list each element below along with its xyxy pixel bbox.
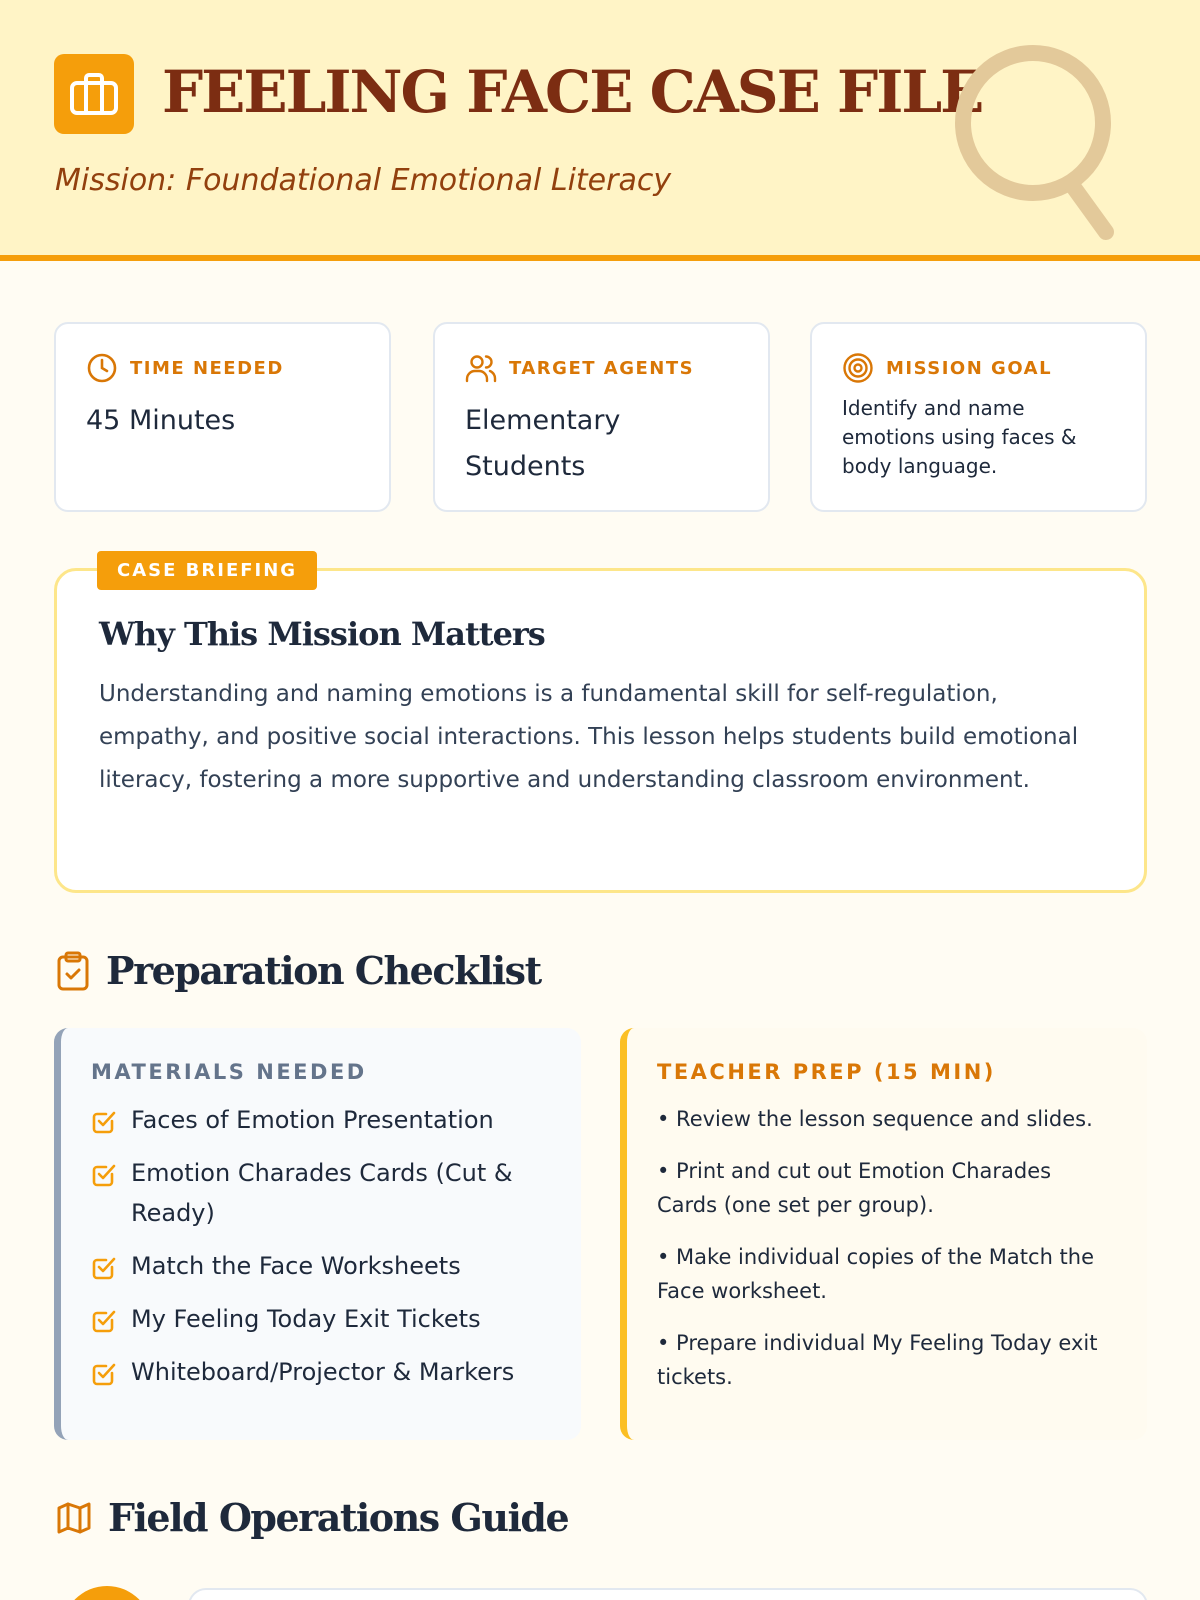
magnifying-glass-icon <box>946 40 1126 250</box>
target-icon <box>842 352 874 384</box>
map-icon <box>56 1501 92 1535</box>
section-title-checklist <box>56 948 541 993</box>
list-item-text: My Feeling Today Exit Tickets <box>131 1305 481 1333</box>
card-label <box>86 352 359 384</box>
teacher-prep-panel <box>620 1028 1147 1440</box>
materials-heading: MATERIALS NEEDED <box>91 1060 367 1084</box>
card-label <box>842 352 1115 384</box>
info-card-goal <box>810 322 1147 512</box>
card-label <box>465 352 738 384</box>
page-header <box>0 0 1200 261</box>
card-value: Identify and name emotions using faces & body language. <box>842 396 1077 478</box>
page-subtitle: Mission: Foundational Emotional Literacy <box>55 163 672 198</box>
users-icon <box>465 352 497 384</box>
step-card <box>188 1588 1148 1600</box>
checkbox-checked-icon <box>91 1308 117 1334</box>
materials-list <box>91 1100 551 1392</box>
list-item <box>91 1246 551 1286</box>
list-item-text: Faces of Emotion Presentation <box>131 1106 494 1134</box>
clock-icon <box>86 352 118 384</box>
list-item-text: Whiteboard/Projector & Markers <box>131 1358 515 1386</box>
teacher-prep-list <box>657 1102 1117 1394</box>
section-title-field-ops <box>56 1495 568 1540</box>
checkbox-checked-icon <box>91 1255 117 1281</box>
list-item: • Prepare individual My Feeling Today exit tickets. <box>657 1331 1098 1389</box>
briefing-heading: Why This Mission Matters <box>99 615 545 653</box>
list-item: • Print and cut out Emotion Charades Cards (one set per group). <box>657 1159 1052 1217</box>
section-title-text: Field Operations Guide <box>108 1495 569 1540</box>
list-item-text: Emotion Charades Cards (Cut & Ready) <box>131 1159 513 1227</box>
list-item: • Review the lesson sequence and slides. <box>657 1107 1093 1131</box>
clipboard-check-icon <box>56 951 90 991</box>
case-briefing <box>54 560 1147 893</box>
info-card-target <box>433 322 770 512</box>
briefing-tag: CASE BRIEFING <box>97 551 317 590</box>
checkbox-checked-icon <box>91 1361 117 1387</box>
list-item <box>91 1352 551 1392</box>
checkbox-checked-icon <box>91 1162 117 1188</box>
page-title: FEELING FACE CASE FILE <box>162 58 983 126</box>
info-card-time <box>54 322 391 512</box>
teacher-prep-heading: TEACHER PREP (15 MIN) <box>657 1060 996 1084</box>
card-label-text: TIME NEEDED <box>130 357 284 379</box>
list-item <box>91 1299 551 1339</box>
card-label-text: MISSION GOAL <box>886 357 1053 379</box>
card-value: Elementary Students <box>465 405 621 482</box>
card-label-text: TARGET AGENTS <box>509 357 695 379</box>
list-item <box>91 1100 551 1140</box>
list-item: • Make individual copies of the Match the Face worksheet. <box>657 1245 1095 1303</box>
card-value: 45 Minutes <box>86 405 236 436</box>
briefcase-icon <box>54 54 134 134</box>
list-item-text: Match the Face Worksheets <box>131 1252 461 1280</box>
briefing-body: Understanding and naming emotions is a fundamental skill for self-regulation, empathy, and positive social interactions. This lesson helps students build emotional literacy, fostering a more supportive and understanding classroom environment. <box>99 681 1079 793</box>
section-title-text: Preparation Checklist <box>106 948 541 993</box>
step-number-badge <box>62 1586 152 1600</box>
list-item <box>91 1153 551 1233</box>
materials-panel <box>54 1028 581 1440</box>
checkbox-checked-icon <box>91 1109 117 1135</box>
